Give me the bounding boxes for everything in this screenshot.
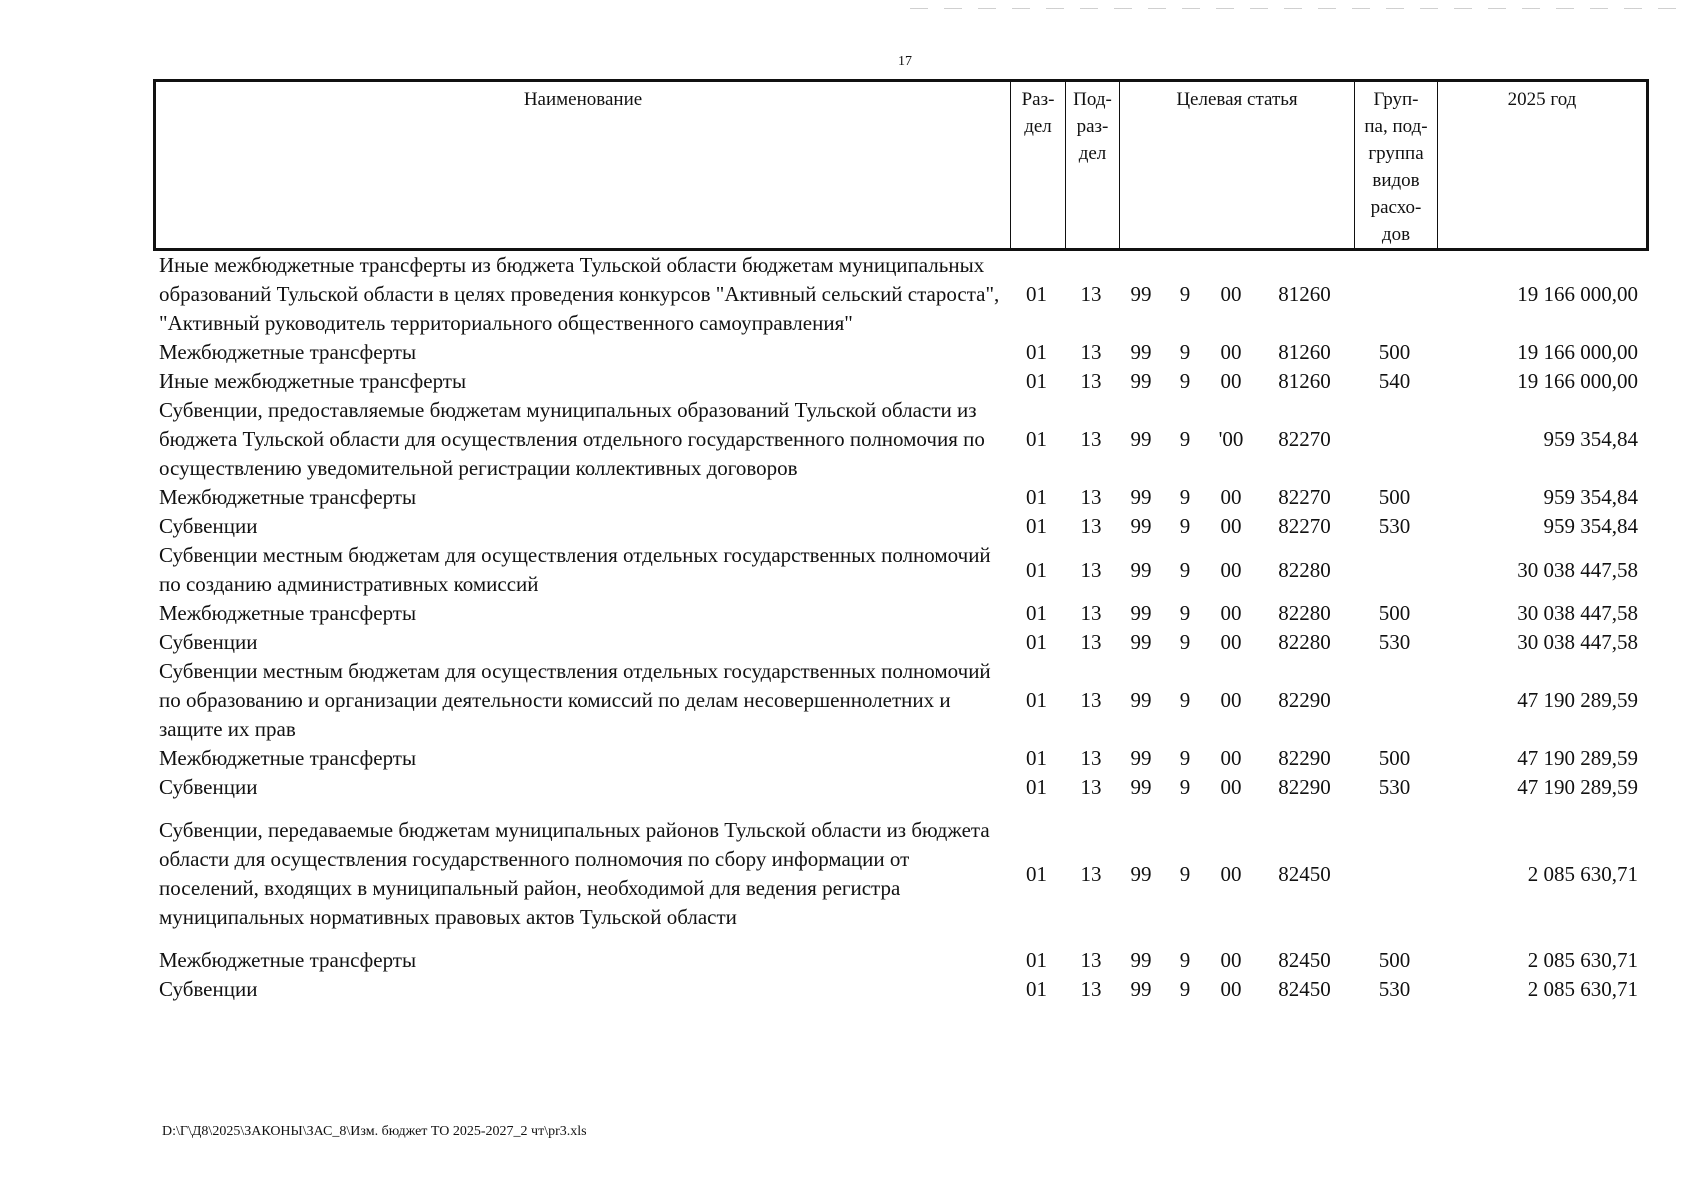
row-vid-rashodov: 500 [1378,485,1411,509]
row-cs-type: 9 [1179,485,1191,509]
row-podrazdel: 13 [1080,369,1102,393]
row-cs-program: 99 [1130,557,1152,582]
row-vid-rashodov: 500 [1378,948,1411,972]
table-row [153,338,1646,367]
row-vid-rashodov: 540 [1378,369,1411,393]
row-cs-direction: 82270 [1278,427,1331,451]
row-podrazdel: 13 [1080,485,1102,509]
page-number: 17 [898,54,912,69]
row-razdel: 01 [1026,557,1047,582]
row-podrazdel: 13 [1080,948,1102,972]
row-razdel: 01 [1026,630,1047,654]
row-name: Субвенции [159,514,258,538]
row-amount: 2 085 630,71 [1527,948,1638,972]
row-podrazdel: 13 [1080,557,1102,582]
row-cs-type: 9 [1179,601,1191,625]
header-razdel: Раз- дел [1011,81,1066,250]
row-cs-main: 00 [1220,282,1242,306]
row-amount: 959 354,84 [1543,427,1638,451]
budget-table [153,251,1646,1004]
table-row [153,396,1646,483]
row-cs-main: 00 [1220,485,1242,509]
row-name: Межбюджетные трансферты [159,948,417,972]
table-row [153,599,1646,628]
row-razdel: 01 [1026,775,1047,799]
row-name: Субвенции местным бюджетам для осуществления отдельных государственных полномочий по созданию административных комиссий [159,543,991,596]
row-cs-main: 00 [1220,557,1242,582]
row-cs-main: 00 [1220,369,1242,393]
table-row [153,744,1646,773]
table-row [153,512,1646,541]
row-podrazdel: 13 [1080,282,1102,306]
row-cs-type: 9 [1179,282,1191,306]
row-cs-type: 9 [1179,861,1191,886]
table-header [153,79,1649,251]
row-podrazdel: 13 [1080,630,1102,654]
row-name: Межбюджетные трансферты [159,746,417,770]
row-cs-program: 99 [1130,369,1152,393]
row-cs-type: 9 [1179,369,1191,393]
row-name: Субвенции [159,630,258,654]
row-cs-type: 9 [1179,340,1191,364]
row-amount: 47 190 289,59 [1517,746,1638,770]
row-name: Субвенции [159,775,258,799]
row-cs-main: 00 [1220,977,1242,1001]
row-cs-direction: 82270 [1278,485,1331,509]
table-row [153,367,1646,396]
row-cs-type: 9 [1179,746,1191,770]
row-cs-direction: 82290 [1278,746,1331,770]
row-razdel: 01 [1026,340,1047,364]
row-vid-rashodov [1353,251,1436,338]
row-vid-rashodov: 530 [1378,775,1411,799]
row-cs-program: 99 [1130,514,1152,538]
row-razdel: 01 [1026,485,1047,509]
row-cs-main: 00 [1220,601,1242,625]
table-row [153,628,1646,657]
row-name: Иные межбюджетные трансферты [159,369,467,393]
row-cs-main: 00 [1220,775,1242,799]
row-amount: 47 190 289,59 [1517,688,1638,712]
row-cs-type: 9 [1179,557,1191,582]
row-cs-main: '00 [1218,427,1244,451]
header-gruppa: Груп- па, под- группа видов расхо- дов [1355,81,1438,250]
row-vid-rashodov [1353,657,1436,744]
table-row [153,483,1646,512]
row-cs-program: 99 [1130,688,1152,712]
file-path: D:\Г\Д8\2025\ЗАКОНЫ\ЗАС_8\Изм. бюджет ТО 2025-2027_2 чт\pr3.xls [162,1124,587,1139]
row-name: Иные межбюджетные трансферты из бюджета Тульской области бюджетам муниципальных образований Тульской области в целях проведения конкурсов "Активный сельский староста", "Активный руководитель территориального общественного самоуправления" [159,253,1000,335]
row-cs-direction: 82270 [1278,514,1331,538]
row-cs-direction: 81260 [1278,282,1331,306]
row-cs-type: 9 [1179,775,1191,799]
row-vid-rashodov: 530 [1378,630,1411,654]
row-podrazdel: 13 [1080,688,1102,712]
row-cs-main: 00 [1220,514,1242,538]
row-name: Межбюджетные трансферты [159,601,417,625]
row-cs-direction: 82280 [1278,601,1331,625]
row-name: Субвенции, передаваемые бюджетам муниципальных районов Тульской области из бюджета области для осуществления государственного полномочия по сбору информации от поселений, входящих в муниципальный район, необходимой для ведения регистра муниципальных нормативных правовых актов Тульской области [159,818,990,929]
row-podrazdel: 13 [1080,601,1102,625]
row-name: Субвенции местным бюджетам для осуществления отдельных государственных полномочий по образованию и организации деятельности комиссий по делам несовершеннолетних и защите их прав [159,659,991,741]
row-name: Субвенции, предоставляемые бюджетам муниципальных образований Тульской области из бюджета Тульской области для осуществления отдельного государственного полномочия по осуществлению уведомительной регистрации коллективных договоров [159,398,985,480]
row-vid-rashodov: 500 [1378,746,1411,770]
row-cs-program: 99 [1130,746,1152,770]
row-razdel: 01 [1026,948,1047,972]
row-name: Межбюджетные трансферты [159,485,417,509]
table-row [153,251,1646,338]
table-row [153,541,1646,599]
table-row [153,802,1646,946]
row-amount: 2 085 630,71 [1527,861,1638,886]
row-amount: 30 038 447,58 [1517,630,1638,654]
row-cs-type: 9 [1179,688,1191,712]
row-razdel: 01 [1026,688,1047,712]
row-cs-main: 00 [1220,746,1242,770]
row-cs-program: 99 [1130,977,1152,1001]
row-cs-direction: 82280 [1278,630,1331,654]
row-cs-main: 00 [1220,340,1242,364]
row-cs-type: 9 [1179,427,1191,451]
scan-artifact [910,4,1680,16]
row-cs-program: 99 [1130,861,1152,886]
row-podrazdel: 13 [1080,977,1102,1001]
header-celevaya-statya: Целевая статья [1120,81,1355,250]
row-name: Межбюджетные трансферты [159,340,417,364]
row-razdel: 01 [1026,282,1047,306]
row-cs-program: 99 [1130,427,1152,451]
row-cs-main: 00 [1220,948,1242,972]
row-cs-program: 99 [1130,601,1152,625]
row-vid-rashodov: 530 [1378,977,1411,1001]
row-cs-main: 00 [1220,861,1242,886]
header-year: 2025 год [1438,81,1648,250]
row-podrazdel: 13 [1080,775,1102,799]
row-amount: 30 038 447,58 [1517,601,1638,625]
row-razdel: 01 [1026,977,1047,1001]
table-row [153,946,1646,975]
row-cs-program: 99 [1130,630,1152,654]
row-vid-rashodov [1353,802,1436,946]
row-amount: 30 038 447,58 [1517,557,1638,582]
row-vid-rashodov: 500 [1378,601,1411,625]
row-cs-program: 99 [1130,485,1152,509]
row-cs-program: 99 [1130,282,1152,306]
row-amount: 959 354,84 [1543,485,1638,509]
row-cs-direction: 81260 [1278,340,1331,364]
row-cs-direction: 81260 [1278,369,1331,393]
row-podrazdel: 13 [1080,340,1102,364]
row-vid-rashodov [1353,541,1436,599]
row-razdel: 01 [1026,514,1047,538]
row-cs-type: 9 [1179,514,1191,538]
row-cs-program: 99 [1130,948,1152,972]
row-cs-direction: 82450 [1278,977,1331,1001]
row-podrazdel: 13 [1080,514,1102,538]
table-row [153,773,1646,802]
row-cs-program: 99 [1130,775,1152,799]
row-vid-rashodov [1353,396,1436,483]
row-cs-main: 00 [1220,630,1242,654]
row-amount: 19 166 000,00 [1517,340,1638,364]
table-row [153,975,1646,1004]
row-cs-type: 9 [1179,977,1191,1001]
row-razdel: 01 [1026,427,1047,451]
row-cs-direction: 82280 [1278,557,1331,582]
row-podrazdel: 13 [1080,427,1102,451]
row-razdel: 01 [1026,369,1047,393]
row-cs-direction: 82290 [1278,688,1331,712]
header-podrazdel: Под- раз- дел [1066,81,1120,250]
row-razdel: 01 [1026,601,1047,625]
row-razdel: 01 [1026,861,1047,886]
row-amount: 19 166 000,00 [1517,282,1638,306]
row-cs-direction: 82450 [1278,948,1331,972]
row-cs-direction: 82450 [1278,861,1331,886]
row-podrazdel: 13 [1080,746,1102,770]
row-vid-rashodov: 500 [1378,340,1411,364]
table-row [153,657,1646,744]
row-amount: 19 166 000,00 [1517,369,1638,393]
row-cs-program: 99 [1130,340,1152,364]
header-name: Наименование [155,81,1011,250]
row-cs-direction: 82290 [1278,775,1331,799]
row-cs-type: 9 [1179,948,1191,972]
row-cs-main: 00 [1220,688,1242,712]
row-amount: 959 354,84 [1543,514,1638,538]
row-name: Субвенции [159,977,258,1001]
row-amount: 2 085 630,71 [1527,977,1638,1001]
row-podrazdel: 13 [1080,861,1102,886]
row-vid-rashodov: 530 [1378,514,1411,538]
row-amount: 47 190 289,59 [1517,775,1638,799]
row-cs-type: 9 [1179,630,1191,654]
row-razdel: 01 [1026,746,1047,770]
